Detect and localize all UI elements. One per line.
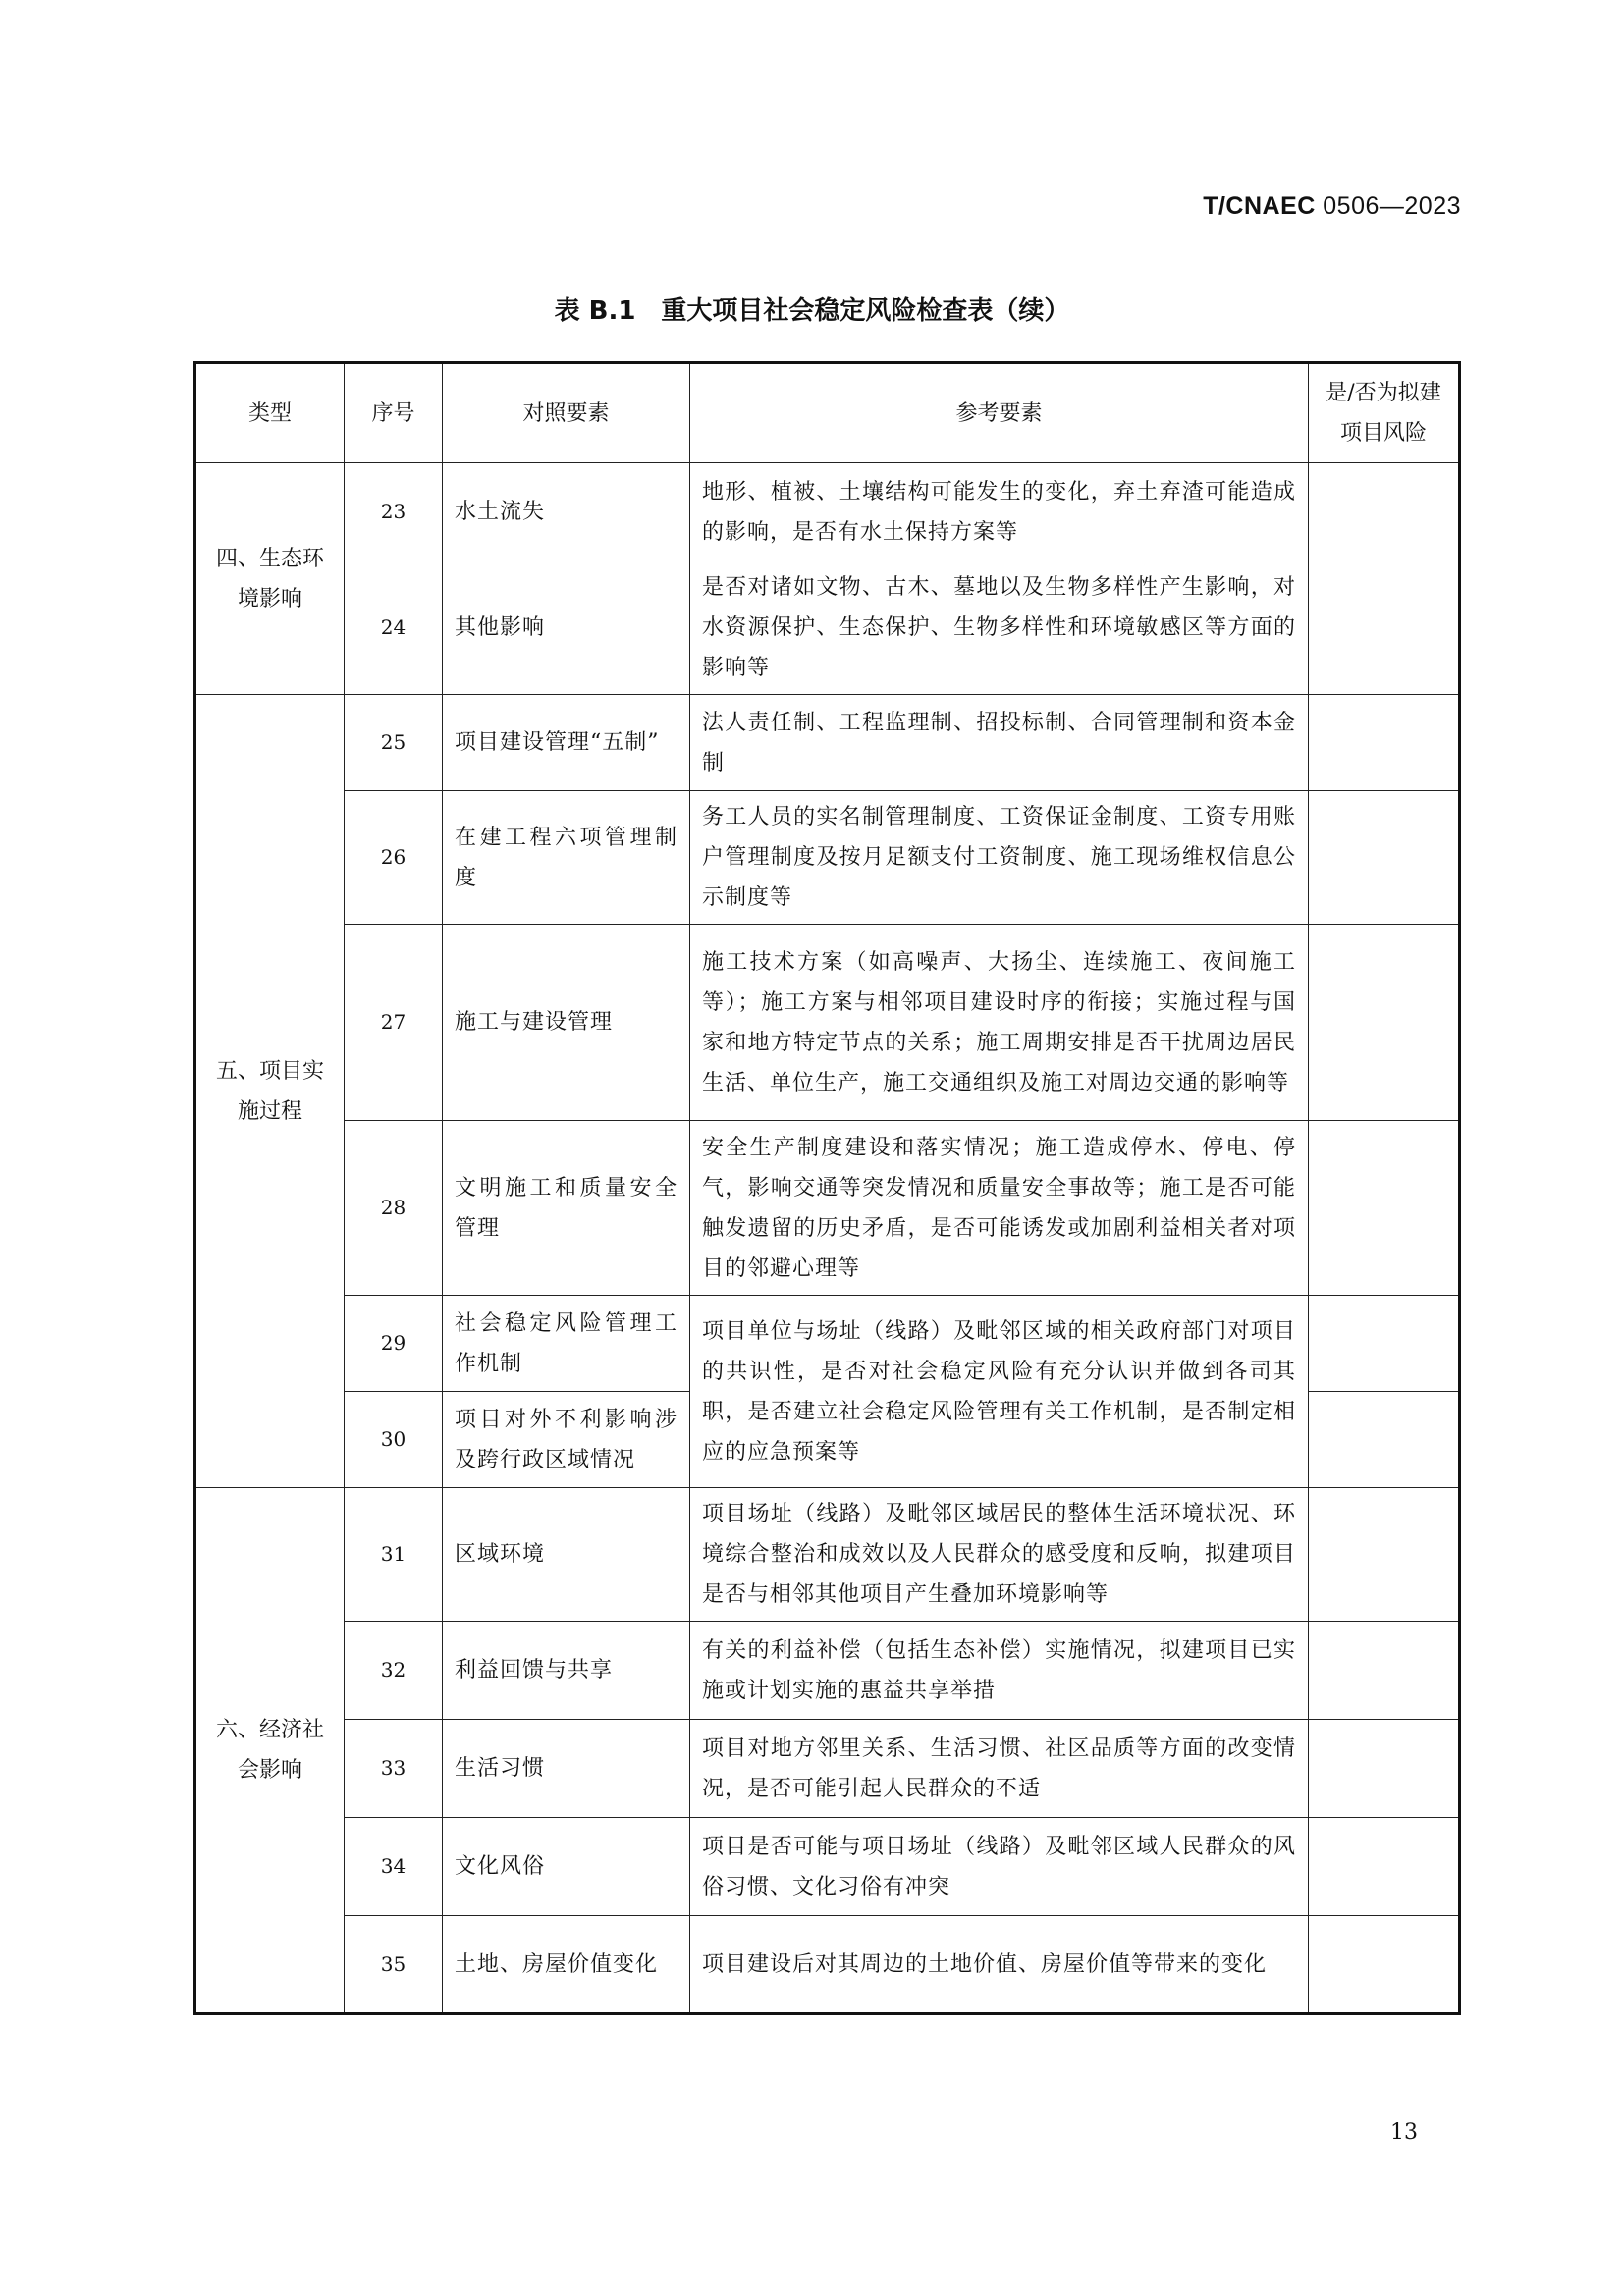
item-cell: 区域环境: [443, 1488, 690, 1622]
answer-cell[interactable]: [1309, 1392, 1460, 1488]
seq-cell: 28: [345, 1121, 443, 1296]
column-header-seq: 序号: [345, 363, 443, 463]
seq-cell: 24: [345, 561, 443, 695]
item-cell: 在建工程六项管理制度: [443, 791, 690, 925]
answer-cell[interactable]: [1309, 925, 1460, 1121]
ref-cell: 项目建设后对其周边的土地价值、房屋价值等带来的变化: [690, 1916, 1309, 2014]
answer-cell[interactable]: [1309, 1818, 1460, 1916]
answer-cell[interactable]: [1309, 1488, 1460, 1622]
item-cell: 土地、房屋价值变化: [443, 1916, 690, 2014]
ref-cell: 有关的利益补偿（包括生态补偿）实施情况，拟建项目已实施或计划实施的惠益共享举措: [690, 1622, 1309, 1720]
item-cell: 社会稳定风险管理工作机制: [443, 1296, 690, 1392]
ref-cell: 是否对诸如文物、古木、墓地以及生物多样性产生影响，对水资源保护、生态保护、生物多样性和环境敏感区等方面的影响等: [690, 561, 1309, 695]
item-cell: 生活习惯: [443, 1720, 690, 1818]
item-cell: 项目建设管理“五制”: [443, 695, 690, 791]
table-row: [195, 1296, 1460, 1392]
table-row: [195, 1916, 1460, 2014]
seq-cell: 25: [345, 695, 443, 791]
column-header-item: 对照要素: [443, 363, 690, 463]
table-row: [195, 925, 1460, 1121]
table-row: [195, 695, 1460, 791]
page-number: 13: [1390, 2120, 1418, 2145]
category-cell: 六、经济社会影响: [195, 1488, 345, 2014]
table-row: [195, 463, 1460, 561]
column-header-ref: 参考要素: [690, 363, 1309, 463]
item-cell: 利益回馈与共享: [443, 1622, 690, 1720]
ref-cell: 地形、植被、土壤结构可能发生的变化，弃土弃渣可能造成的影响，是否有水土保持方案等: [690, 463, 1309, 561]
seq-cell: 29: [345, 1296, 443, 1392]
item-cell: 施工与建设管理: [443, 925, 690, 1121]
answer-cell[interactable]: [1309, 1622, 1460, 1720]
table-row: [195, 1720, 1460, 1818]
table-row: [195, 1818, 1460, 1916]
seq-cell: 32: [345, 1622, 443, 1720]
table-row: [195, 1488, 1460, 1622]
ref-cell: 项目场址（线路）及毗邻区域居民的整体生活环境状况、环境综合整治和成效以及人民群众的感受度和反响，拟建项目是否与相邻其他项目产生叠加环境影响等: [690, 1488, 1309, 1622]
ref-cell: 安全生产制度建设和落实情况；施工造成停水、停电、停气，影响交通等突发情况和质量安全事故等；施工是否可能触发遗留的历史矛盾，是否可能诱发或加剧利益相关者对项目的邻避心理等: [690, 1121, 1309, 1296]
seq-cell: 34: [345, 1818, 443, 1916]
risk-checklist-table: [193, 361, 1461, 2015]
category-cell: 五、项目实施过程: [195, 695, 345, 1488]
item-cell: 文明施工和质量安全管理: [443, 1121, 690, 1296]
answer-cell[interactable]: [1309, 1296, 1460, 1392]
table-header-row: [195, 363, 1460, 463]
ref-cell: 项目对地方邻里关系、生活习惯、社区品质等方面的改变情况，是否可能引起人民群众的不适: [690, 1720, 1309, 1818]
seq-cell: 27: [345, 925, 443, 1121]
ref-cell: 法人责任制、工程监理制、招投标制、合同管理制和资本金制: [690, 695, 1309, 791]
answer-cell[interactable]: [1309, 695, 1460, 791]
ref-cell: 项目单位与场址（线路）及毗邻区域的相关政府部门对项目的共识性，是否对社会稳定风险有充分认识并做到各司其职，是否建立社会稳定风险管理有关工作机制，是否制定相应的应急预案等: [690, 1296, 1309, 1488]
table-row: [195, 561, 1460, 695]
column-header-answer: 是/否为拟建项目风险: [1309, 363, 1460, 463]
table-title: 表 B.1 重大项目社会稳定风险检查表（续）: [554, 296, 1070, 326]
seq-cell: 26: [345, 791, 443, 925]
answer-cell[interactable]: [1309, 463, 1460, 561]
item-cell: 项目对外不利影响涉及跨行政区域情况: [443, 1392, 690, 1488]
standard-prefix: T/CNAEC: [1203, 192, 1316, 220]
seq-cell: 33: [345, 1720, 443, 1818]
table-row: [195, 1121, 1460, 1296]
table-row: [195, 791, 1460, 925]
seq-cell: 35: [345, 1916, 443, 2014]
ref-cell: 务工人员的实名制管理制度、工资保证金制度、工资专用账户管理制度及按月足额支付工资制度、施工现场维权信息公示制度等: [690, 791, 1309, 925]
answer-cell[interactable]: [1309, 1916, 1460, 2014]
answer-cell[interactable]: [1309, 1720, 1460, 1818]
standard-number: 0506—2023: [1323, 192, 1461, 220]
seq-cell: 30: [345, 1392, 443, 1488]
column-header-type: 类型: [195, 363, 345, 463]
answer-cell[interactable]: [1309, 791, 1460, 925]
answer-cell[interactable]: [1309, 1121, 1460, 1296]
answer-cell[interactable]: [1309, 561, 1460, 695]
ref-cell: 施工技术方案（如高噪声、大扬尘、连续施工、夜间施工等）；施工方案与相邻项目建设时序的衔接；实施过程与国家和地方特定节点的关系；施工周期安排是否干扰周边居民生活、单位生产，施工交通组织及施工对周边交通的影响等: [690, 925, 1309, 1121]
category-cell: 四、生态环境影响: [195, 463, 345, 695]
item-cell: 文化风俗: [443, 1818, 690, 1916]
ref-cell: 项目是否可能与项目场址（线路）及毗邻区域人民群众的风俗习惯、文化习俗有冲突: [690, 1818, 1309, 1916]
standard-code: [1203, 192, 1461, 221]
seq-cell: 23: [345, 463, 443, 561]
seq-cell: 31: [345, 1488, 443, 1622]
item-cell: 其他影响: [443, 561, 690, 695]
table-row: [195, 1622, 1460, 1720]
item-cell: 水土流失: [443, 463, 690, 561]
